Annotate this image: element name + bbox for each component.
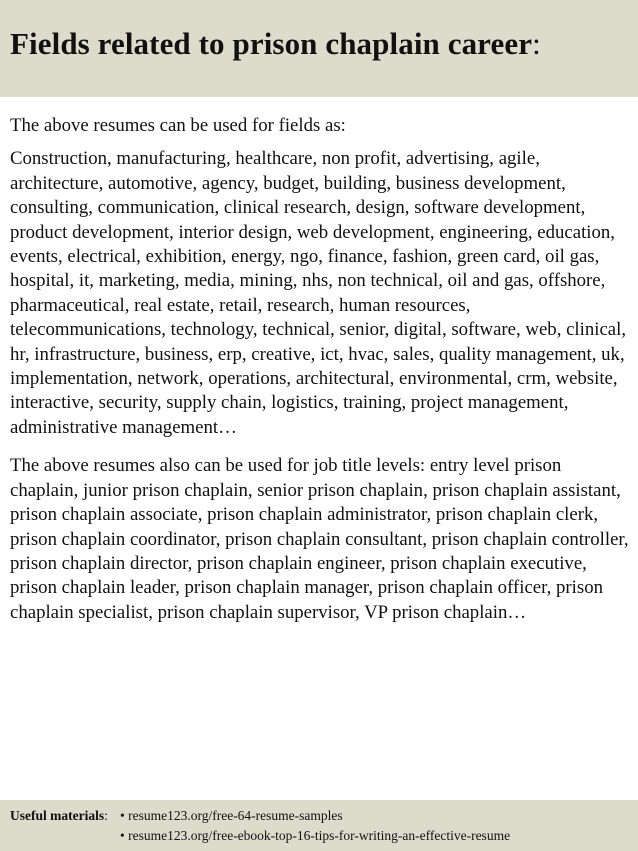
intro-paragraph: The above resumes can be used for fields as: xyxy=(10,115,346,136)
useful-materials-label-colon: : xyxy=(104,808,108,823)
main-content xyxy=(10,97,630,625)
page-title-colon: : xyxy=(532,26,541,61)
page-title xyxy=(10,24,541,64)
resume-samples-link[interactable]: • resume123.org/free-64-resume-samples xyxy=(120,808,343,823)
footer-band xyxy=(0,800,638,851)
useful-materials-label xyxy=(10,806,108,826)
useful-materials-links xyxy=(120,806,510,846)
page-title-text: Fields related to prison chaplain career xyxy=(10,26,533,61)
job-levels-paragraph: The above resumes also can be used for job title levels: entry level prison chaplain, junior prison chaplain, senior prison chaplain, prison chaplain assistant, prison chaplain associate, prison chaplain administrator, prison chaplain clerk, prison chaplain coordinator, prison chaplain consultant, prison chaplain controller, prison chaplain director, prison chaplain engineer, prison chaplain executive, prison chaplain leader, prison chaplain manager, prison chaplain officer, prison chaplain specialist, prison chaplain supervisor, VP prison chaplain… xyxy=(10,455,629,623)
useful-materials-label-text: Useful materials xyxy=(10,808,105,823)
fields-paragraph: Construction, manufacturing, healthcare, non profit, advertising, agile, architecture, automotive, agency, budget, building, business development, consulting, communication, clinical research, design, software development, product development, interior design, web development, engineering, education, events, electrical, exhibition, energy, ngo, finance, fashion, green card, oil gas, hospital, it, marketing, media, mining, nhs, non technical, oil and gas, offshore, pharmaceutical, real estate, retail, research, human resources, telecommunications, technology, technical, senior, digital, software, web, clinical, hr, infrastructure, business, erp, creative, ict, hvac, sales, quality management, uk, implementation, network, operations, architectural, environmental, crm, website, interactive, security, supply chain, logistics, training, project management, administrative management… xyxy=(10,148,627,438)
resume-tips-ebook-link[interactable]: • resume123.org/free-ebook-top-16-tips-for-writing-an-effective-resume xyxy=(120,828,511,843)
title-band xyxy=(0,0,638,97)
